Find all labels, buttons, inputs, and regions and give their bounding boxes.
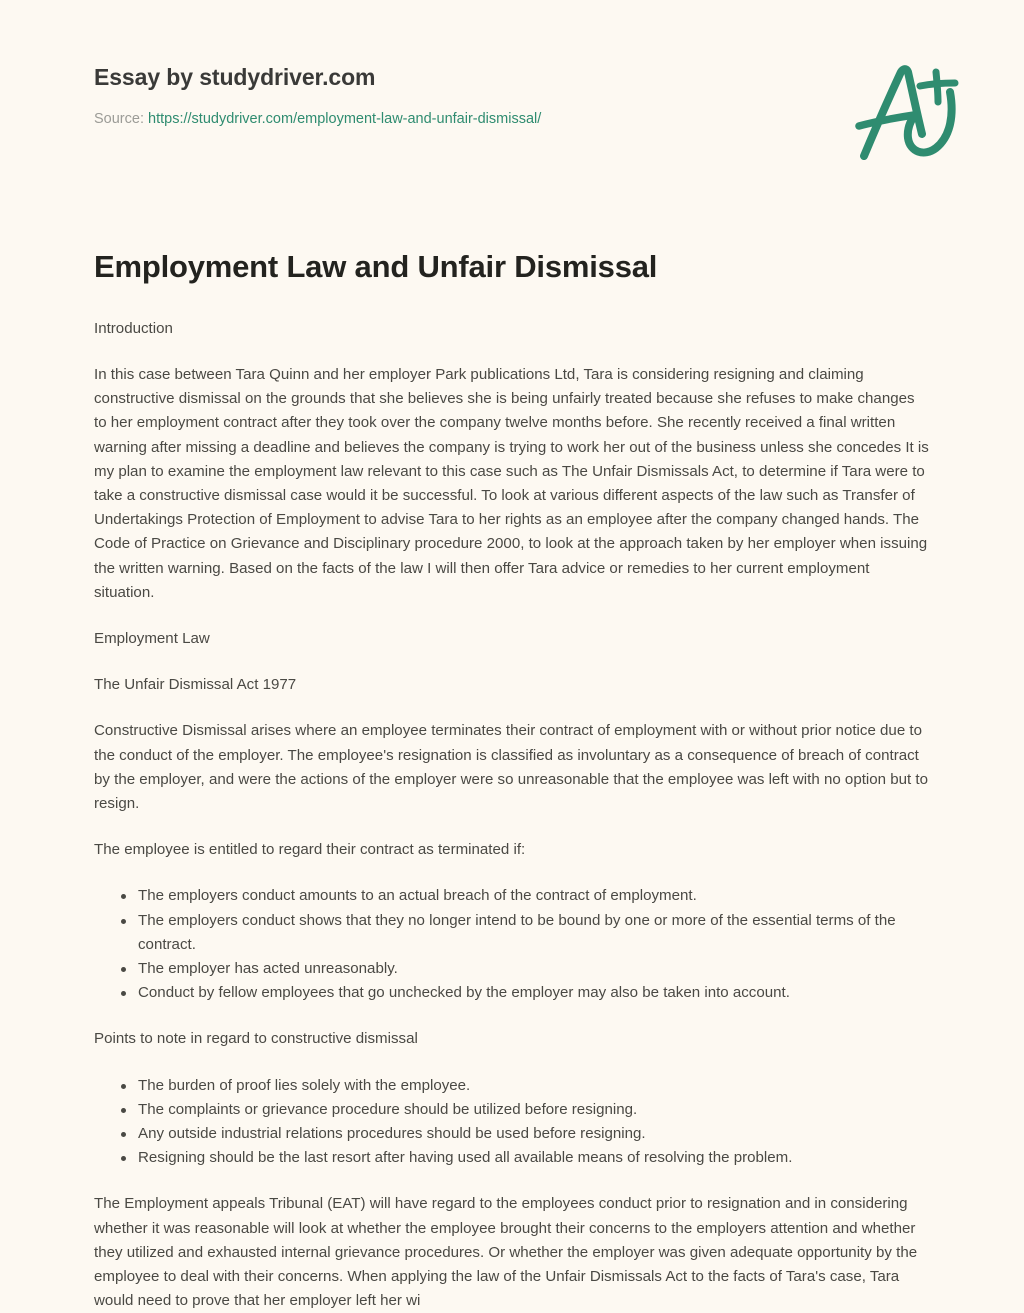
paragraph: Introduction <box>94 319 173 337</box>
paragraph: The Unfair Dismissal Act 1977 <box>94 676 297 694</box>
list-item: The complaints or grievance procedure should be utilized before resigning. <box>138 1098 930 1122</box>
list-item: The employer has acted unreasonably. <box>138 957 930 981</box>
list-item: The employers conduct shows that they no longer intend to be bound by one or more of the essential terms of the contract. <box>138 909 930 957</box>
source-label: Source: <box>94 110 144 127</box>
source-url-link[interactable]: https://studydriver.com/employment-law-and-unfair-dismissal/ <box>148 110 542 127</box>
list-item: Resigning should be the last resort after having used all available means of resolving the problem. <box>138 1146 930 1170</box>
bullet-list <box>94 1074 930 1171</box>
list-item: Conduct by fellow employees that go unchecked by the employer may also be taken into account. <box>138 981 930 1005</box>
paragraph: The Employment appeals Tribunal (EAT) will have regard to the employees conduct prior to resignation and in considering whether it was reasonable will look at whether the employee brought their concerns to the employers attention and whether they utilized and exhausted internal grievance procedures. Or whether the employer was given adequate opportunity by the employee to deal with their concerns. When applying the law of the Unfair Dismissals Act to the facts of Tara's case, Tara would need to prove that her employer left her wi <box>94 1195 918 1310</box>
brand-heading: Essay by studydriver.com <box>94 64 376 90</box>
paragraph: Constructive Dismissal arises where an employee terminates their contract of employment with or without prior notice due to the conduct of the employer. The employee's resignation is classified as involuntary as a consequence of breach of contract by the employer, and were the actions of the employer were so unreasonable that the employee was left with no option but to resign. <box>94 722 929 812</box>
a-plus-logo-icon <box>848 56 968 166</box>
paragraph: The employee is entitled to regard their contract as terminated if: <box>94 841 526 859</box>
paragraph: Employment Law <box>94 629 210 647</box>
list-item: The employers conduct amounts to an actual breach of the contract of employment. <box>138 884 930 908</box>
paragraph: Points to note in regard to constructive dismissal <box>94 1030 418 1048</box>
bullet-list <box>94 884 930 1005</box>
article <box>0 248 1024 1313</box>
page-title: Employment Law and Unfair Dismissal <box>94 249 658 284</box>
list-item: Any outside industrial relations procedures should be used before resigning. <box>138 1122 930 1146</box>
page-header <box>0 0 1024 200</box>
source-line <box>94 111 960 128</box>
article-body <box>94 317 930 1313</box>
paragraph: In this case between Tara Quinn and her employer Park publications Ltd, Tara is considering resigning and claiming constructive dismissal on the grounds that she believes she is being unfairly treated because she refuses to make changes to her employment contract after they took over the company twelve months before. She recently received a final written warning after missing a deadline and believes the company is trying to work her out of the business unless she concedes It is my plan to examine the employment law relevant to this case such as The Unfair Dismissals Act, to determine if Tara were to take a constructive dismissal case would it be successful. To look at various different aspects of the law such as Transfer of Undertakings Protection of Employment to advise Tara to her rights as an employee after the company changed hands. The Code of Practice on Grievance and Disciplinary procedure 2000, to look at the approach taken by her employer when issuing the written warning. Based on the facts of the law I will then offer Tara advice or remedies to her current employment situation. <box>94 365 929 601</box>
list-item: The burden of proof lies solely with the employee. <box>138 1074 930 1098</box>
